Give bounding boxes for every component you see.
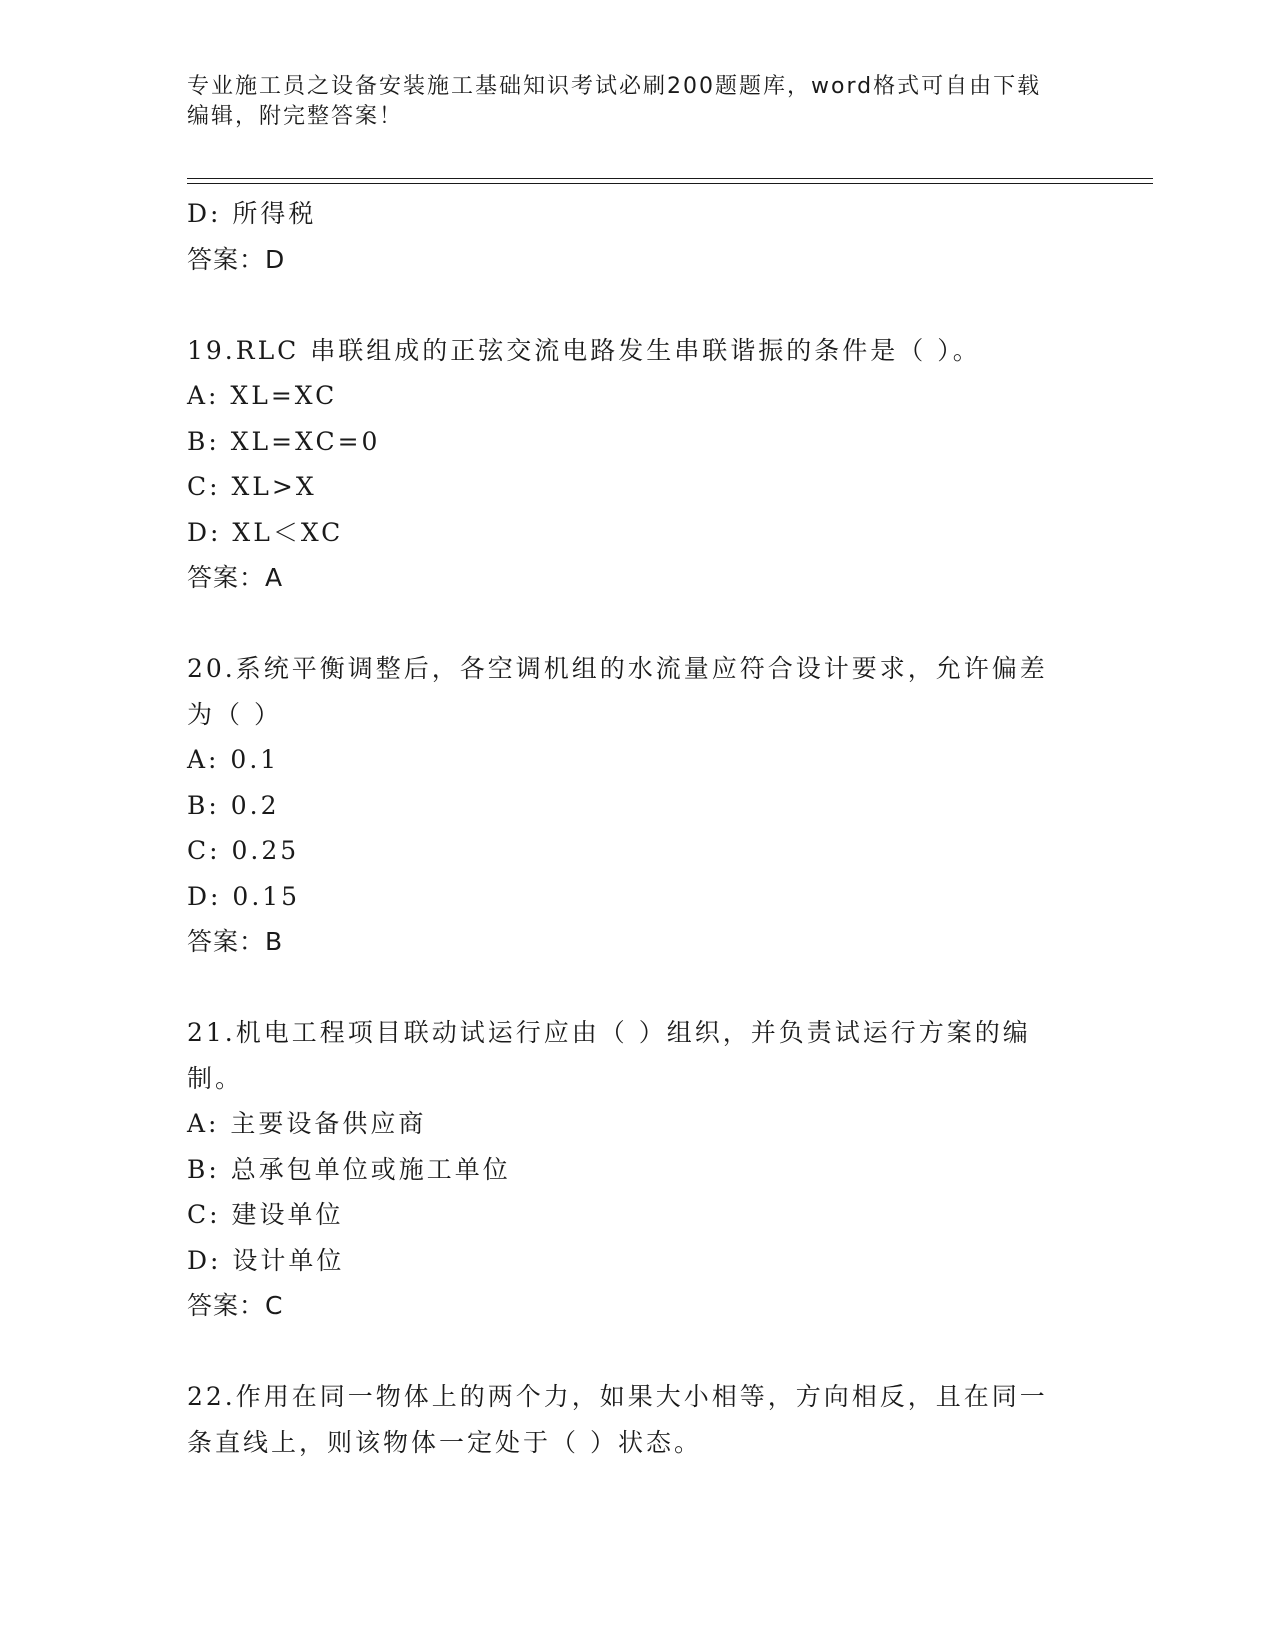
question-text-line-2: 为（ ） — [187, 699, 282, 729]
question-text-line-1: 21.机电工程项目联动试运行应由（ ）组织，并负责试运行方案的编 — [187, 1018, 1031, 1047]
header-divider-top — [187, 178, 1153, 179]
question-list — [187, 191, 1087, 1465]
option-d: D: XL＜XC — [187, 517, 344, 547]
answer-line: 答案：A — [187, 563, 284, 592]
option-c: C: 0.25 — [187, 836, 300, 865]
answer-line: 答案：C — [187, 1291, 284, 1320]
question-19 — [187, 328, 1087, 601]
header-divider-bottom — [187, 183, 1153, 184]
option-b: B: XL=XC=0 — [187, 426, 381, 456]
question-text-line-2: 制。 — [187, 1063, 244, 1093]
option-c: C: 建设单位 — [187, 1200, 344, 1229]
option-c: C: XL>X — [187, 472, 317, 501]
question-text-line-1: 22.作用在同一物体上的两个力，如果大小相等，方向相反，且在同一 — [187, 1382, 1048, 1411]
option-a: A: XL=XC — [187, 381, 338, 410]
option-a: A: 主要设备供应商 — [187, 1109, 427, 1138]
option-d: D: 设计单位 — [187, 1245, 345, 1275]
header-line-2: 编辑，附完整答案！ — [187, 104, 404, 129]
question-text: 19.RLC 串联组成的正弦交流电路发生串联谐振的条件是（ ）。 — [187, 335, 981, 365]
question-22 — [187, 1374, 1087, 1465]
option-b: B: 0.2 — [187, 790, 280, 820]
header-line-1: 专业施工员之设备安装施工基础知识考试必刷200题题库，word格式可自由下载 — [187, 74, 1042, 99]
question-text-line-1: 20.系统平衡调整后，各空调机组的水流量应符合设计要求，允许偏差 — [187, 654, 1048, 683]
question-text-line-2: 条直线上，则该物体一定处于（ ）状态。 — [187, 1427, 702, 1457]
option-b: B: 总承包单位或施工单位 — [187, 1154, 511, 1184]
option-d: D: 所得税 — [187, 199, 317, 228]
question-21 — [187, 1010, 1087, 1329]
option-a: A: 0.1 — [187, 745, 280, 774]
option-d: D: 0.15 — [187, 881, 301, 911]
answer-line: 答案：B — [187, 927, 284, 956]
question-20 — [187, 646, 1087, 965]
answer-line: 答案：D — [187, 244, 286, 274]
document-header — [187, 72, 1067, 132]
